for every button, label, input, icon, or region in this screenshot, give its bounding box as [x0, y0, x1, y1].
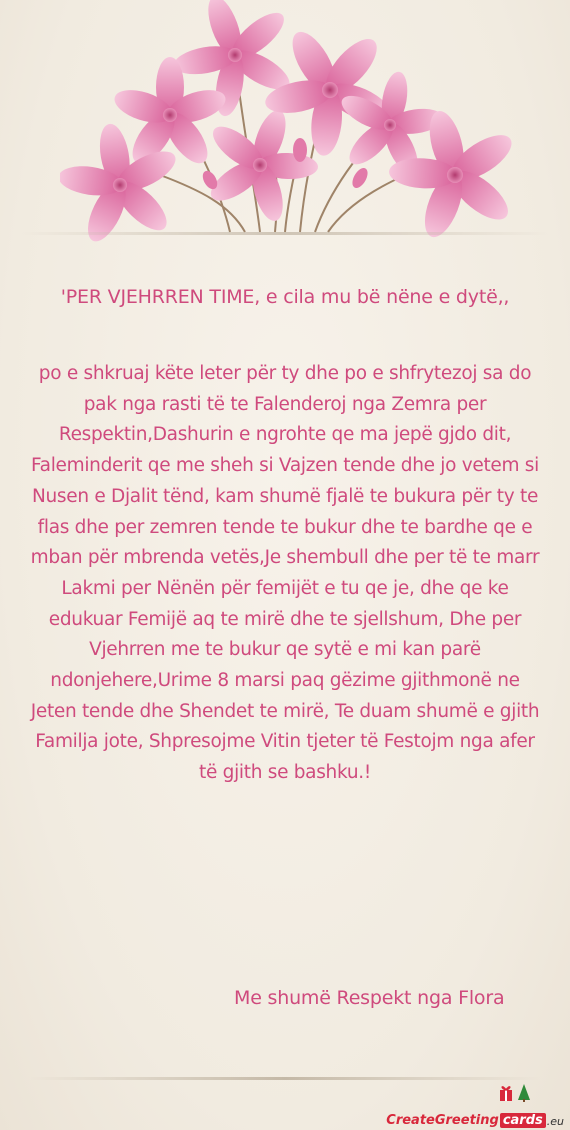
card-signature: Me shumë Respekt nga Flora [234, 987, 505, 1009]
flower-illustration [60, 0, 520, 250]
bud [349, 165, 370, 190]
bottom-divider [30, 1077, 540, 1080]
brand-tld: .eu [546, 1115, 564, 1128]
site-branding[interactable] [386, 1096, 564, 1128]
brand-boxed: cards [500, 1113, 546, 1128]
gift-icon [498, 1082, 536, 1102]
card-message: po e shkruaj këte leter për ty dhe po e shfrytezoj sa do pak nga rasti të te Falenderoj nga Zemra per Respektin,Dashurin e ngrohte qe ma jepë gjdo dit, Faleminderit qe me sheh si Vajzen tende dhe jo vetem si Nusen e Djalit tënd, kam shumë fjalë te bukura për ty te flas dhe per zemren tende te bukur dhe te bardhe qe e mban për mbrenda vetës,Je shembull dhe per të te marr Lakmi per Nënën për femijët e tu qe je, dhe qe ke edukuar Femijë aq te mirë dhe te sjellshum, Dhe per Vjehrren me te bukur qe sytë e mi kan parë ndonjehere,Urime 8 marsi paq gëzime gjithmonë ne Jeten tende dhe Shendet te mirë, Te duam shumë e gjith Familja jote, Shpresojme Vitin tjeter të Festojm nga afer të gjith se bashku.! [30, 363, 540, 784]
bud [293, 138, 307, 162]
brand-prefix: CreateGreeting [386, 1113, 499, 1128]
card-title: 'PER VJEHRREN TIME, e cila mu bë nëne e dytë,, [60, 286, 510, 308]
top-divider [20, 232, 550, 235]
